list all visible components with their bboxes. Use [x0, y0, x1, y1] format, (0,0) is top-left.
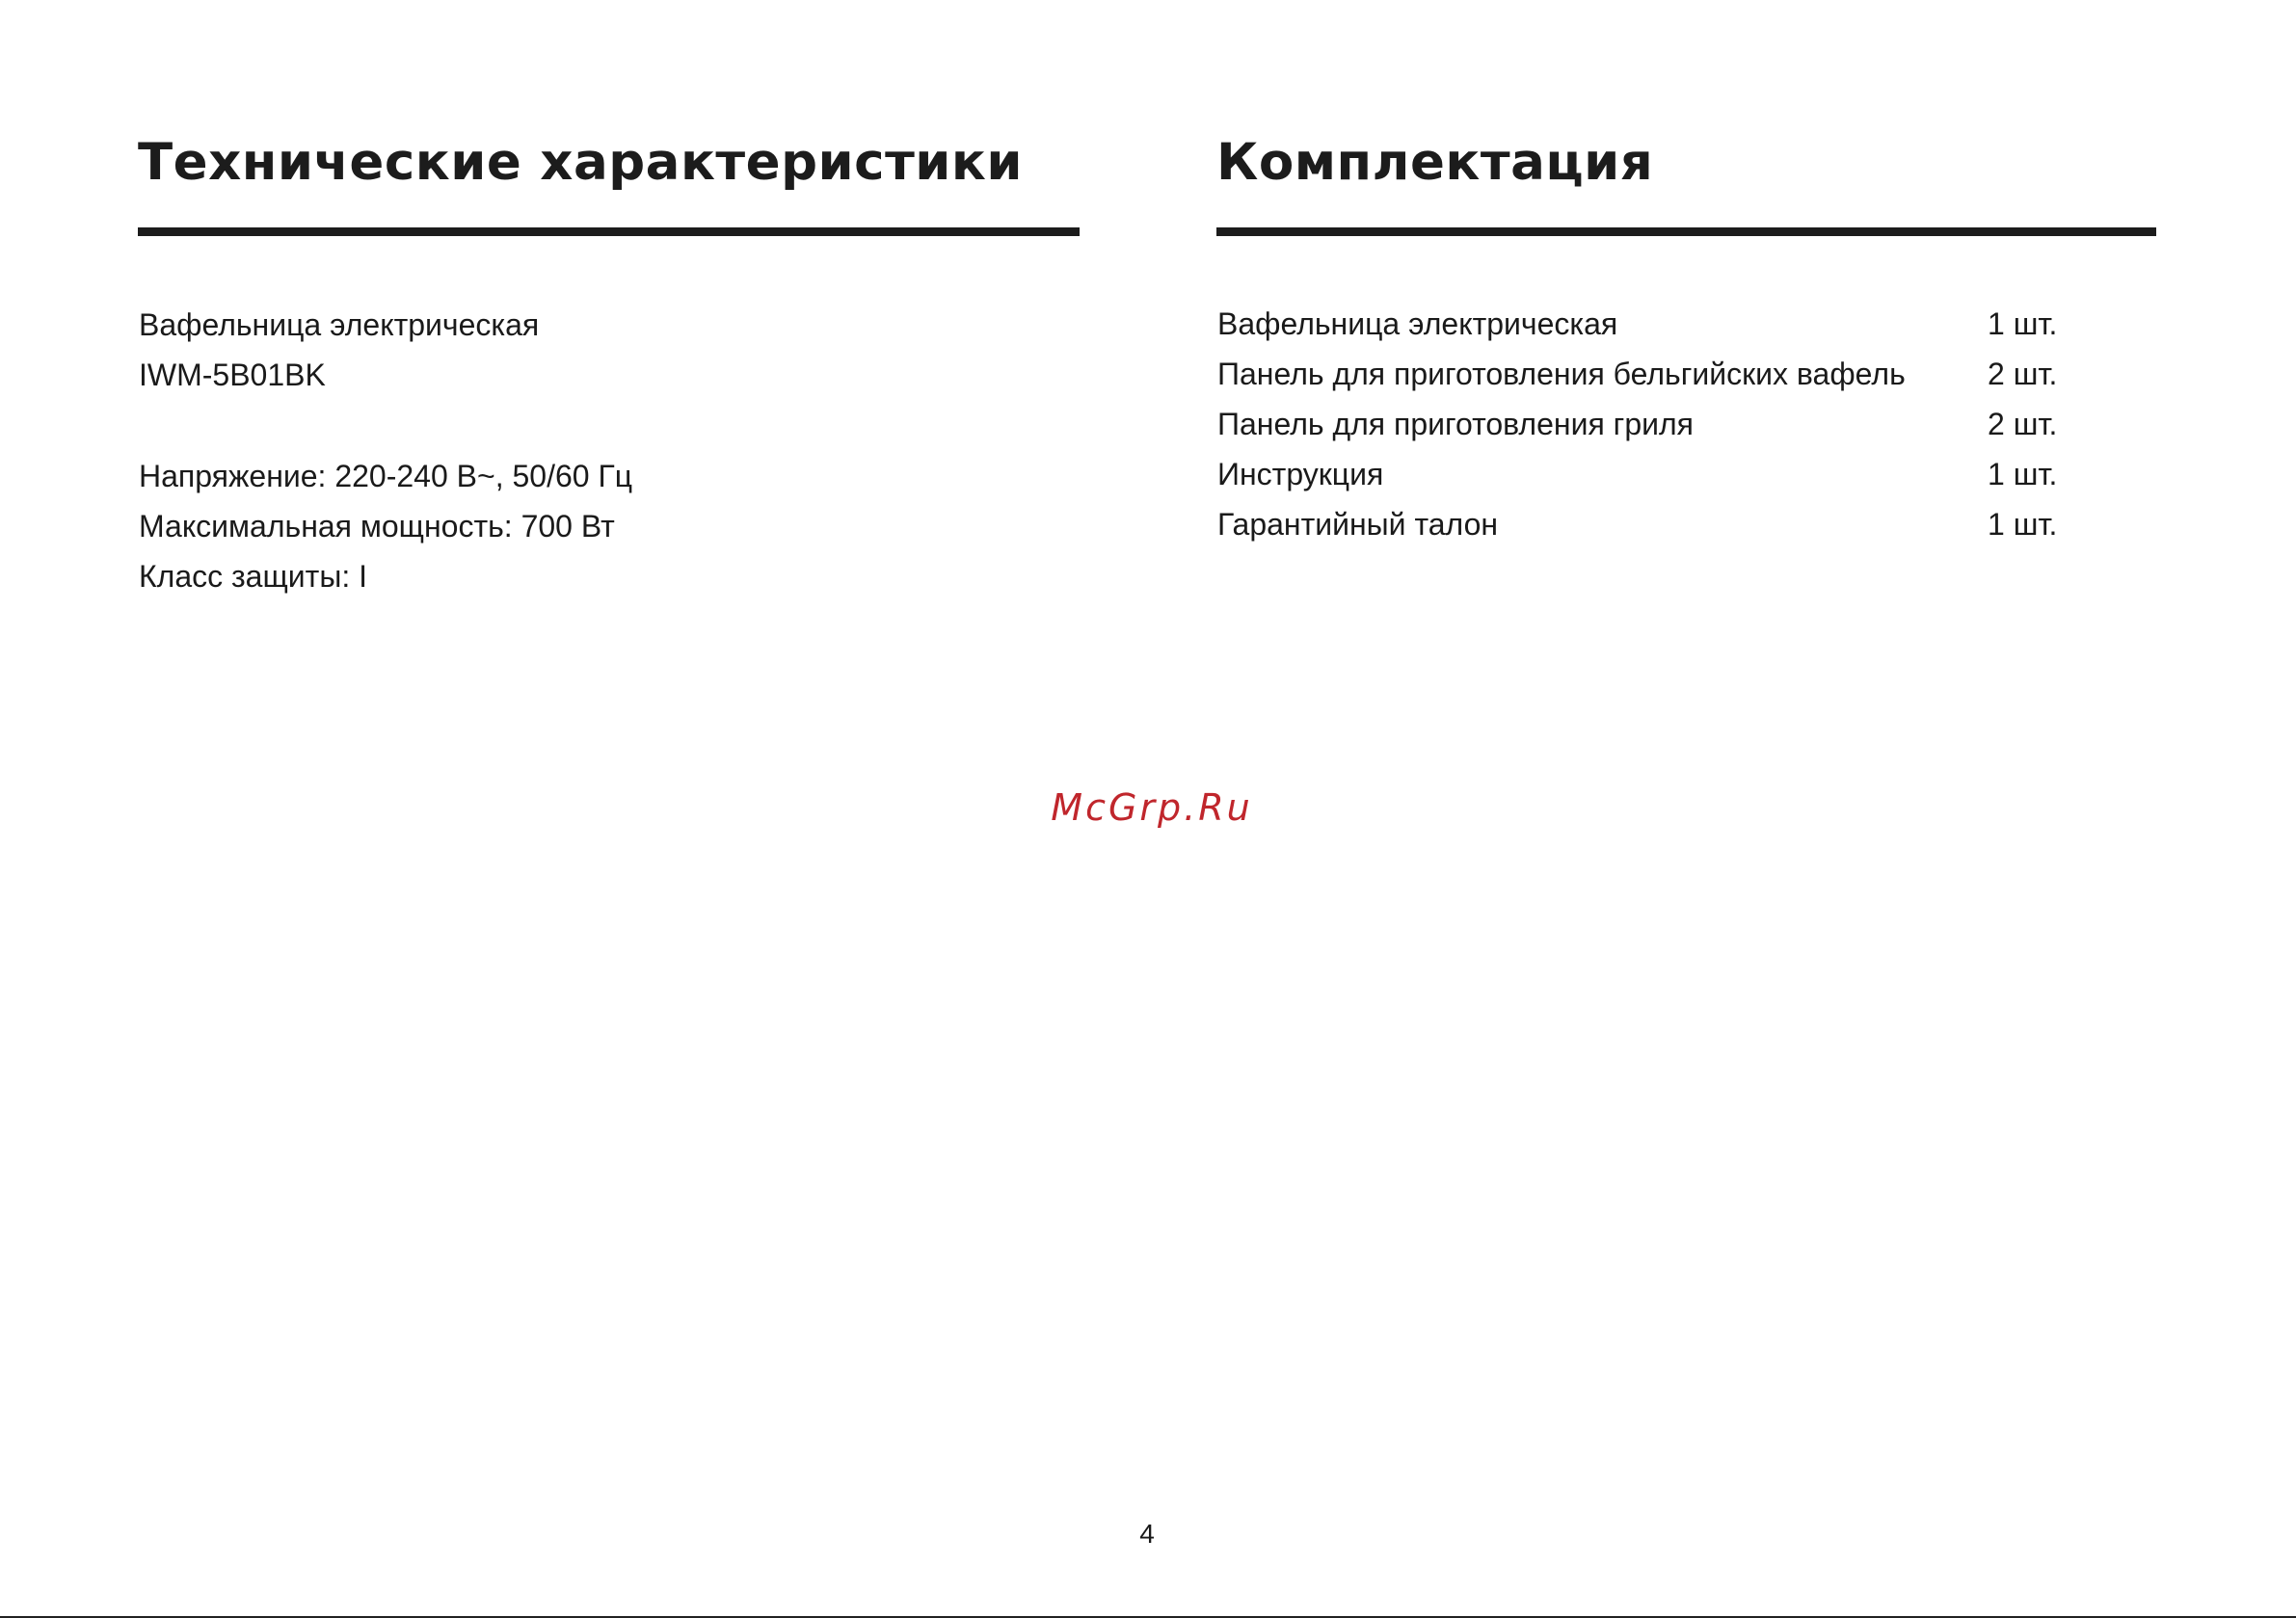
- spec-power: Максимальная мощность: 700 Вт: [139, 509, 615, 544]
- spec-voltage: Напряжение: 220-240 В~, 50/60 Гц: [139, 459, 633, 493]
- package-item-name: Вафельница электрическая: [1217, 306, 1618, 341]
- package-item-qty: 1 шт.: [1988, 457, 2058, 491]
- package-item-name: Гарантийный талон: [1217, 507, 1499, 542]
- package-item-qty: 2 шт.: [1988, 407, 2058, 441]
- spec-product-name: Вафельница электрическая: [139, 307, 540, 342]
- page-number: 4: [1139, 1519, 1155, 1549]
- spec-model: IWM-5B01BK: [139, 358, 326, 392]
- spec-protection-class: Класс защиты: I: [139, 559, 367, 594]
- package-item-name: Панель для приготовления бельгийских вафель: [1217, 357, 1906, 391]
- watermark: McGrp.Ru: [1051, 786, 1253, 829]
- package-title: Комплектация: [1216, 133, 1654, 192]
- package-item-qty: 2 шт.: [1988, 357, 2058, 391]
- specs-title: Технические характеристики: [138, 133, 1024, 192]
- package-item-qty: 1 шт.: [1988, 306, 2058, 341]
- specs-title-rule: [138, 227, 1080, 236]
- package-item-name: Инструкция: [1217, 457, 1384, 491]
- package-item-qty: 1 шт.: [1988, 507, 2058, 542]
- package-title-rule: [1216, 227, 2156, 236]
- package-item-name: Панель для приготовления гриля: [1217, 407, 1694, 441]
